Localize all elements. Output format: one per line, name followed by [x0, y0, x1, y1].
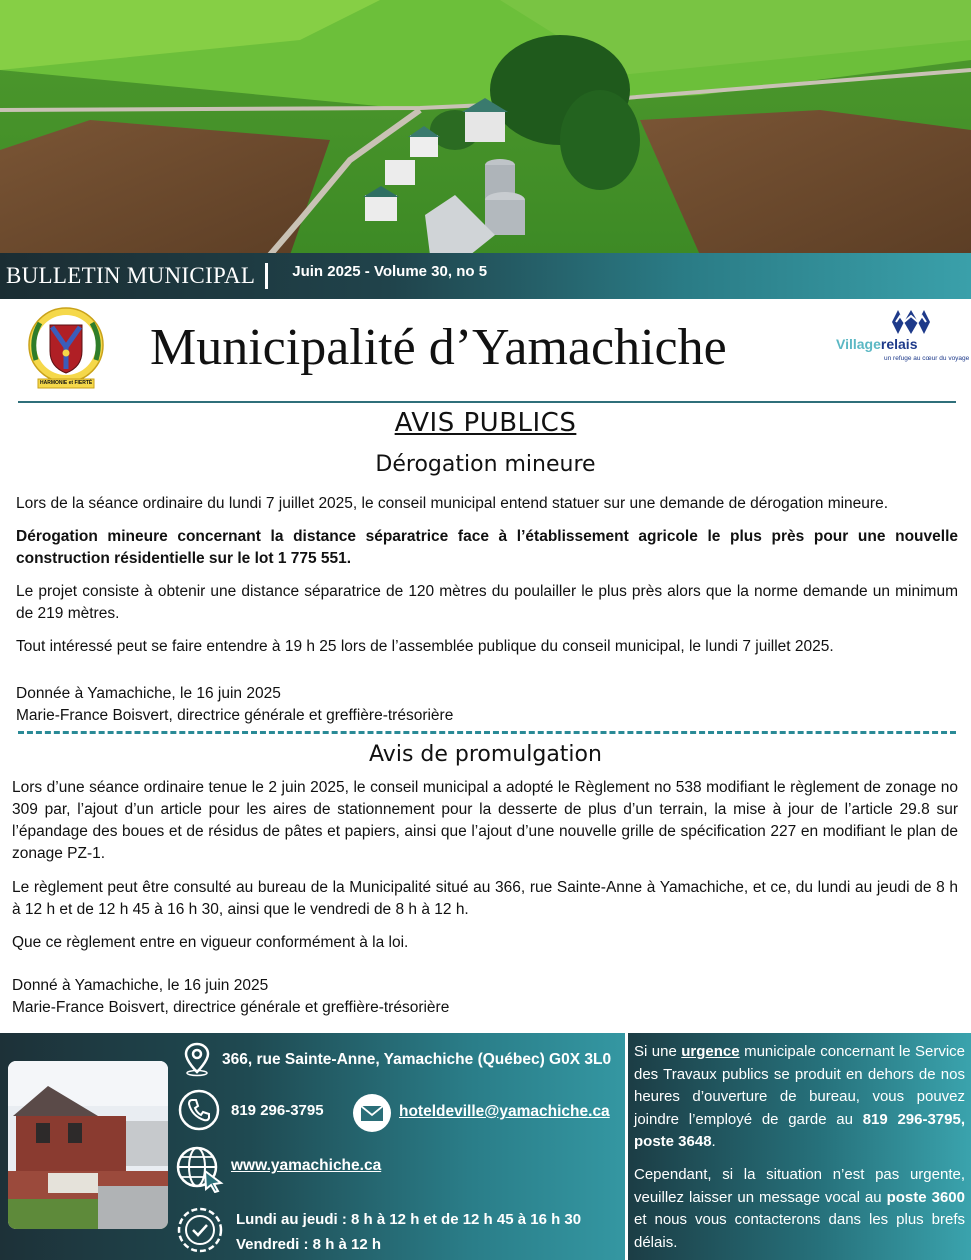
clock-check-icon [175, 1205, 225, 1255]
municipal-crest-logo [22, 305, 110, 393]
urgence-intro: Si une [634, 1043, 677, 1060]
urgence-keyword: urgence [681, 1043, 740, 1060]
derogation-paragraph-1: Lors de la séance ordinaire du lundi 7 juillet 2025, le conseil municipal entend statuer sur une demande de dérogation mineure. [16, 495, 889, 512]
logo-word-village: Village [836, 336, 881, 352]
urgence-text-3: et nous vous contacterons dans les plus brefs délais. [634, 1211, 965, 1251]
bulletin-separator [265, 263, 268, 289]
derogation-paragraph-2: Dérogation mineure concernant la distance séparatrice face à l’établissement agricole le plus près pour une nouvelle construction résidentielle sur le lot 1 775 551. [16, 528, 958, 567]
section-dashed-divider [18, 731, 956, 734]
bulletin-title: BULLETIN MUNICIPAL [6, 263, 256, 288]
footer-hours-weekdays: Lundi au jeudi : 8 h à 12 h et de 12 h 45 à 16 h 30 [236, 1211, 582, 1228]
bulletin-header-bar [0, 253, 971, 299]
urgence-text-2: Cependant, si la situation n’est pas urgente, veuillez laisser un message vocal au [634, 1166, 965, 1206]
crest-motto: HARMONIE et FIERTÉ [40, 380, 93, 386]
promulgation-paragraph-2: Le règlement peut être consulté au bureau de la Municipalité situé au 366, rue Sainte-Anne à Yamachiche, et ce, du lundi au jeudi de 8 h à 12 h et de 12 h 45 à 16 h 30, ainsi que le vendredi de 8 h à 12 h. [12, 879, 958, 918]
bulletin-issue: Juin 2025 - Volume 30, no 5 [292, 262, 488, 280]
logo-tagline: un refuge au cœur du voyage [884, 355, 970, 362]
urgence-poste: poste 3600 [886, 1188, 965, 1206]
urgence-paragraph-2 [634, 1164, 965, 1254]
phone-icon [177, 1088, 221, 1132]
village-relais-icon [890, 306, 932, 336]
derogation-paragraph-3: Le projet consiste à obtenir une distance séparatrice de 120 mètres du poulailler le plus près alors que la norme demande un minimum de 219 mètres. [16, 583, 958, 622]
footer-address: 366, rue Sainte-Anne, Yamachiche (Québec) G0X 3L0 [222, 1051, 612, 1068]
town-hall-photo [8, 1061, 168, 1229]
derogation-paragraph-4: Tout intéressé peut se faire entendre à 19 h 25 lors de l’assemblée publique du conseil municipal, le lundi 7 juillet 2025. [16, 638, 834, 655]
page-title: Municipalité d’Yamachiche [150, 319, 727, 376]
village-relais-logo [834, 306, 970, 368]
email-icon [350, 1091, 394, 1135]
location-pin-icon [180, 1041, 214, 1077]
derogation-signature: Marie-France Boisvert, directrice générale et greffière-trésorière [16, 707, 454, 724]
logo-word-relais: relais [880, 336, 918, 352]
urgence-paragraph-1 [634, 1041, 965, 1154]
urgence-phone[interactable]: 819 296-3795, poste 3648 [634, 1110, 966, 1150]
promulgation-paragraph-1: Lors d’une séance ordinaire tenue le 2 juin 2025, le conseil municipal a adopté le Règlement no 538 modifiant le règlement de zonage no 309 par, l’ajout d’un article pour les aires de stationnement pour la desserte de plus d’un terrain, la mise à jour de l’article 29.8 sur l’épandage des boues et de résidus de pâtes et papiers, ainsi que l’ajout d’une nouvelle grille de spécification 227 en modifiant le plan de zonage PZ-1. [12, 779, 958, 862]
promulgation-signature: Marie-France Boisvert, directrice générale et greffière-trésorière [12, 999, 450, 1016]
hero-aerial-photo [0, 0, 971, 255]
footer-phone[interactable]: 819 296-3795 [231, 1102, 324, 1119]
promulgation-paragraph-3: Que ce règlement entre en vigueur conformément à la loi. [12, 934, 409, 951]
promulgation-given: Donné à Yamachiche, le 16 juin 2025 [12, 977, 269, 994]
footer-email-link[interactable]: hoteldeville@yamachiche.ca [399, 1103, 610, 1120]
footer-hours-friday: Vendredi : 8 h à 12 h [236, 1236, 382, 1253]
derogation-given: Donnée à Yamachiche, le 16 juin 2025 [16, 685, 281, 702]
urgence-end-1: . [711, 1133, 716, 1150]
globe-cursor-icon [175, 1145, 225, 1193]
heading-derogation-mineure: Dérogation mineure [375, 452, 596, 477]
footer-website-link[interactable]: www.yamachiche.ca [231, 1157, 382, 1174]
masthead-divider [18, 401, 956, 403]
heading-avis-promulgation: Avis de promulgation [369, 742, 602, 767]
urgence-text-1: municipale concernant le Service des Travaux publics se produit en dehors de nos heures d’ouverture de bureau, vous pouvez joindre l’employé de garde au [634, 1043, 966, 1128]
section-heading-avis-publics: AVIS PUBLICS [394, 408, 577, 438]
